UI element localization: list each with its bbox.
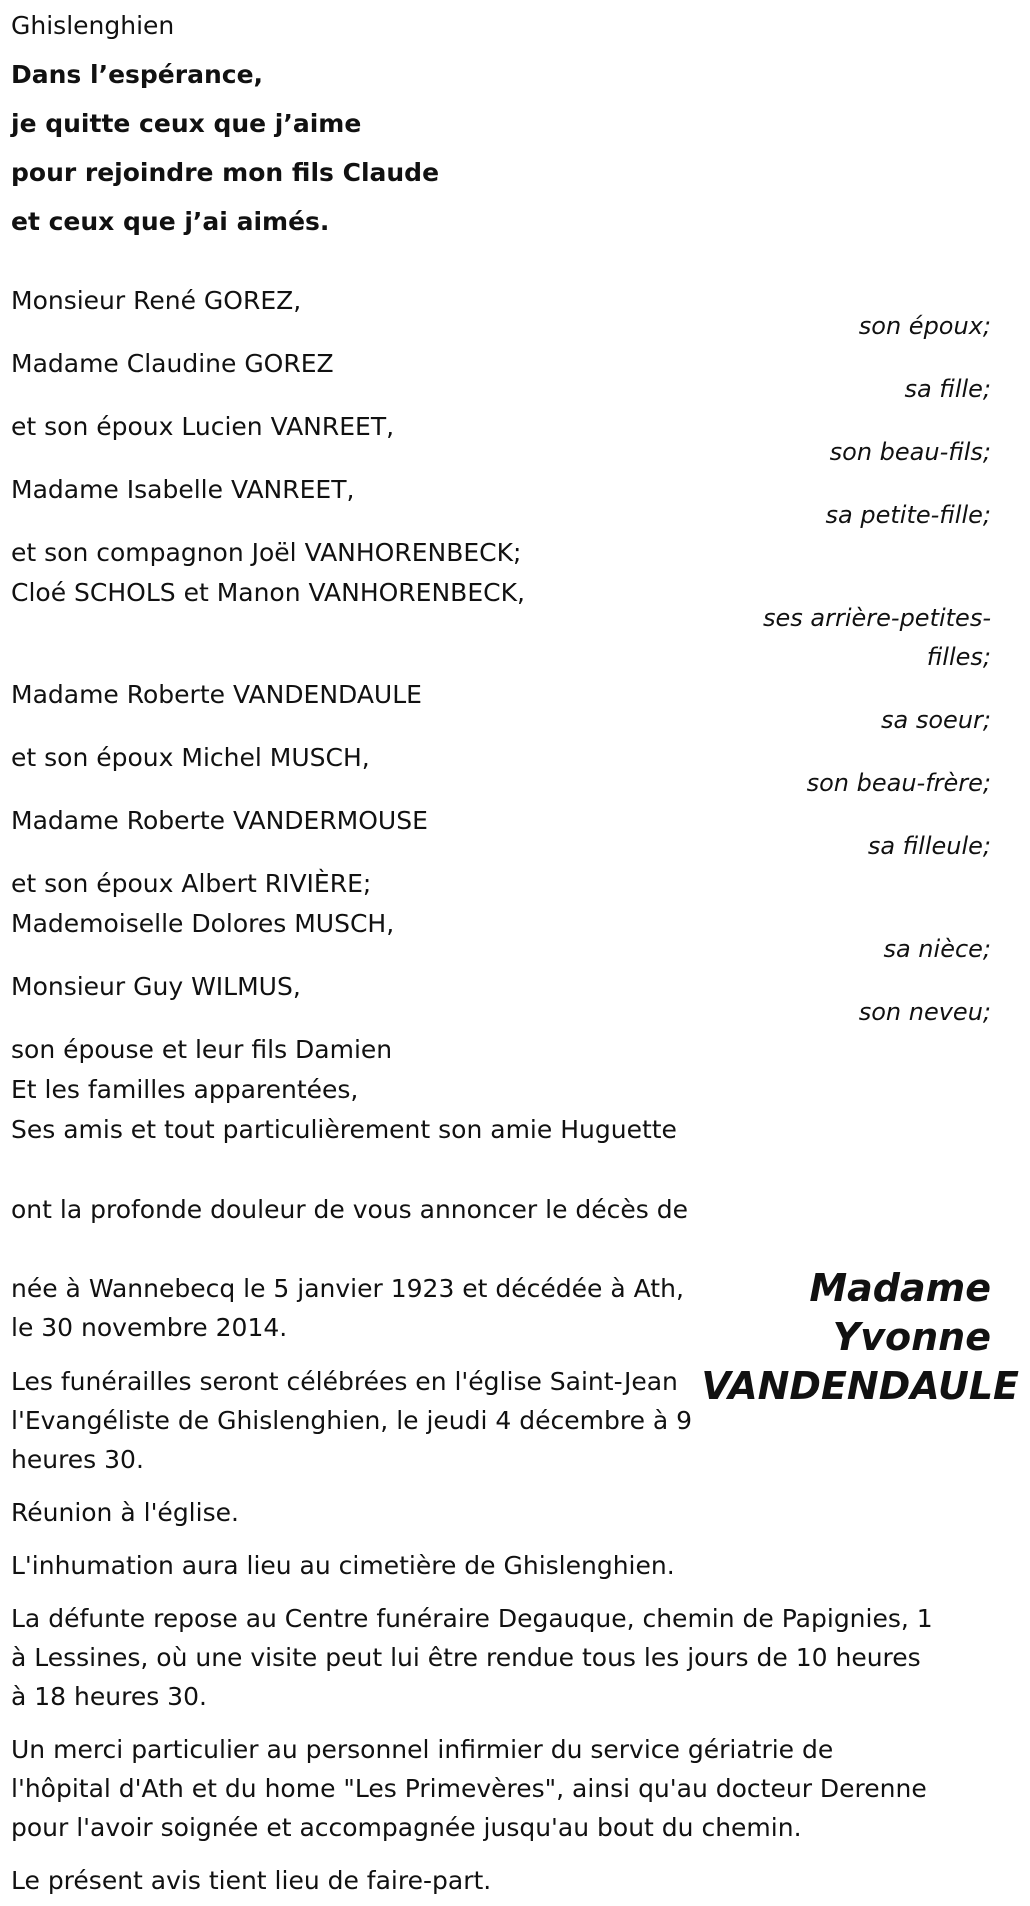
relation-3: son beau-fils; bbox=[829, 438, 991, 466]
birth-death-line-1: née à Wannebecq le 5 janvier 1923 et décédée à Ath, bbox=[11, 1274, 684, 1303]
closing-line: Le présent avis tient lieu de faire-part. bbox=[11, 1866, 492, 1895]
family-member-11c: Ses amis et tout particulièrement son amie Huguette bbox=[11, 1115, 677, 1144]
family-member-11b: Et les familles apparentées, bbox=[11, 1075, 359, 1104]
relation-5a: ses arrière-petites- bbox=[763, 604, 991, 632]
verse-line-1: Dans l’espérance, bbox=[11, 60, 264, 89]
relation-10: son neveu; bbox=[858, 998, 991, 1026]
relation-1: son époux; bbox=[858, 312, 991, 340]
verse-line-2: je quitte ceux que j’aime bbox=[11, 109, 362, 138]
burial-line: L'inhumation aura lieu au cimetière de Ghislenghien. bbox=[11, 1551, 675, 1580]
thanks-line-1: Un merci particulier au personnel infirmier du service gériatrie de bbox=[11, 1735, 834, 1764]
announcement: ont la profonde douleur de vous annoncer le décès de bbox=[11, 1195, 689, 1224]
funeral-line-2: l'Evangéliste de Ghislenghien, le jeudi 4 décembre à 9 bbox=[11, 1406, 693, 1435]
birth-death-line-2: le 30 novembre 2014. bbox=[11, 1313, 288, 1342]
family-member-9b: Mademoiselle Dolores MUSCH, bbox=[11, 909, 395, 938]
verse-line-3: pour rejoindre mon fils Claude bbox=[11, 158, 440, 187]
funeral-line-3: heures 30. bbox=[11, 1445, 144, 1474]
thanks-line-2: l'hôpital d'Ath et du home "Les Primevères", ainsi qu'au docteur Derenne bbox=[11, 1774, 927, 1803]
family-member-11: son épouse et leur fils Damien bbox=[11, 1035, 393, 1064]
relation-6: sa soeur; bbox=[881, 706, 991, 734]
relation-4: sa petite-fille; bbox=[825, 501, 991, 529]
deceased-last-name: VANDENDAULE bbox=[701, 1364, 1019, 1408]
relation-7: son beau-frère; bbox=[806, 769, 991, 797]
relation-5b: filles; bbox=[926, 643, 991, 671]
rest-line-3: à 18 heures 30. bbox=[11, 1682, 207, 1711]
family-member-2: Madame Claudine GOREZ bbox=[11, 349, 334, 378]
deceased-name bbox=[701, 1264, 1019, 1411]
meeting-line: Réunion à l'église. bbox=[11, 1498, 239, 1527]
thanks-line-3: pour l'avoir soignée et accompagnée jusqu'au bout du chemin. bbox=[11, 1813, 802, 1842]
family-member-4: Madame Isabelle VANREET, bbox=[11, 475, 355, 504]
family-member-7: et son époux Michel MUSCH, bbox=[11, 743, 370, 772]
verse-line-4: et ceux que j’ai aimés. bbox=[11, 207, 330, 236]
family-member-1: Monsieur René GOREZ, bbox=[11, 286, 302, 315]
family-member-8: Madame Roberte VANDERMOUSE bbox=[11, 806, 428, 835]
family-member-9: et son époux Albert RIVIÈRE; bbox=[11, 869, 372, 898]
deceased-title: Madame bbox=[809, 1266, 991, 1310]
place-name: Ghislenghien bbox=[11, 11, 175, 40]
deceased-first-name: Yvonne bbox=[832, 1315, 991, 1359]
relation-9: sa nièce; bbox=[883, 935, 991, 963]
funeral-line-1: Les funérailles seront célébrées en l'église Saint-Jean bbox=[11, 1367, 678, 1396]
relation-2: sa fille; bbox=[904, 375, 991, 403]
family-member-10: Monsieur Guy WILMUS, bbox=[11, 972, 301, 1001]
family-member-5: et son compagnon Joël VANHORENBECK; bbox=[11, 538, 522, 567]
rest-line-1: La défunte repose au Centre funéraire Degauque, chemin de Papignies, 1 bbox=[11, 1604, 933, 1633]
rest-line-2: à Lessines, où une visite peut lui être rendue tous les jours de 10 heures bbox=[11, 1643, 921, 1672]
family-member-3: et son époux Lucien VANREET, bbox=[11, 412, 395, 441]
relation-8: sa filleule; bbox=[867, 832, 991, 860]
family-member-5b: Cloé SCHOLS et Manon VANHORENBECK, bbox=[11, 578, 525, 607]
family-member-6: Madame Roberte VANDENDAULE bbox=[11, 680, 422, 709]
